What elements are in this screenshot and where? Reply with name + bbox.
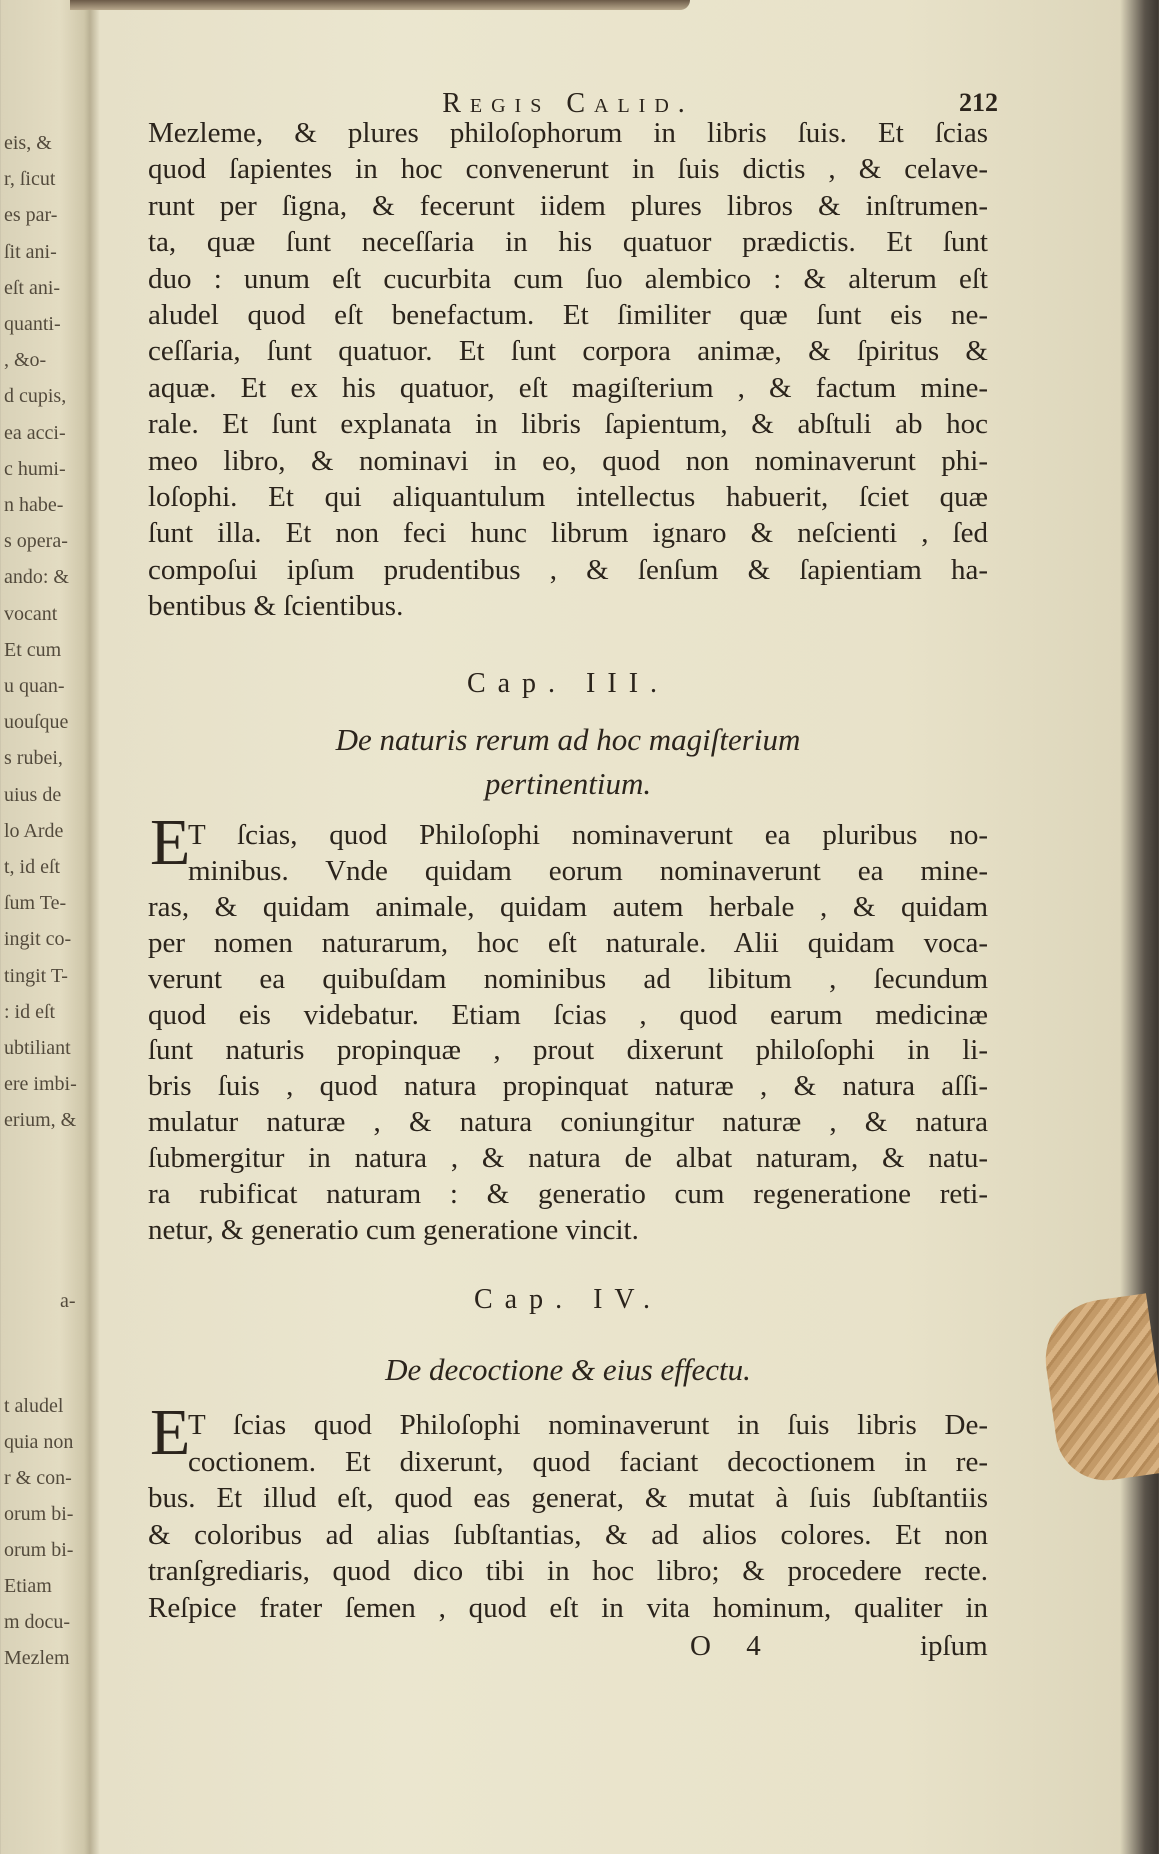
facing-page-fragment: d cupis, <box>4 385 67 408</box>
text-line: per nomen naturarum, hoc eſt naturale. Alii quidam voca- <box>148 926 988 959</box>
text-line: ta, quæ ſunt neceſſaria in his quatuor prædictis. Et ſunt <box>148 226 988 259</box>
text-line: ſunt naturis propinquæ , prout dixerunt philoſophi in li- <box>148 1034 988 1067</box>
facing-page-fragment: quia non <box>4 1431 74 1453</box>
facing-page-fragment: erium, & <box>4 1109 77 1132</box>
facing-page-fragment: : id eſt <box>4 1000 56 1023</box>
text-line: mulatur naturæ , & natura coniungitur naturæ , & natura <box>148 1106 988 1139</box>
facing-page-fragment: eſt ani- <box>4 276 61 299</box>
chapter-title: De naturis rerum ad hoc magiſterium <box>335 722 801 757</box>
facing-page-fragment: ere imbi- <box>4 1073 77 1096</box>
facing-page-fragment: m docu- <box>4 1611 71 1633</box>
facing-page-fragment: vocant <box>4 602 58 625</box>
text-line: quod ſapientes in hoc convenerunt in ſuis dictis , & celave- <box>148 153 988 186</box>
text-line: loſophi. Et qui aliquantulum intellectus habuerit, ſciet quæ <box>148 481 988 513</box>
text-line: verunt ea quibuſdam nominibus ad libitum , ſecundum <box>148 962 988 995</box>
wooden-book-support <box>1038 1293 1159 1486</box>
facing-page-fragment: eis, & <box>4 132 52 154</box>
facing-page-fragment: Et cum <box>4 638 62 661</box>
text-line: netur, & generatio cum generatione vincit. <box>148 1213 639 1246</box>
facing-page-fragment: a- <box>60 1290 76 1312</box>
facing-page-fragment: ingit co- <box>4 928 72 951</box>
text-line: aludel quod eſt benefactum. Et ſimiliter quæ ſunt eis ne- <box>148 299 988 331</box>
facing-page-fragment: uouſque <box>4 711 69 734</box>
facing-page-fragment: es par- <box>4 204 58 227</box>
facing-page-fragment: ea acci- <box>4 421 66 444</box>
text-line: minibus. Vnde quidam eorum nominaverunt ea mine- <box>188 854 988 887</box>
text-line: ſubmergitur in natura , & natura de albat naturam, & natu- <box>148 1142 988 1175</box>
page-top-edge <box>70 0 690 10</box>
facing-page-fragment: orum bi- <box>4 1539 74 1561</box>
facing-page-fragment: ando: & <box>4 566 69 589</box>
facing-page-fragment: Etiam <box>4 1575 52 1597</box>
facing-page-fragment: orum bi- <box>4 1503 74 1525</box>
facing-page-fragment: lo Arde <box>4 819 64 842</box>
text-line: bentibus & ſcientibus. <box>148 590 404 623</box>
text-line: coctionem. Et dixerunt, quod faciant decoctionem in re- <box>188 1445 988 1478</box>
drop-capital: E <box>150 1396 191 1469</box>
text-line: rale. Et ſunt explanata in libris ſapientum, & abſtuli ab hoc <box>148 408 988 441</box>
chapter-title: De decoctione & eius effectu. <box>385 1352 751 1387</box>
facing-page-fragment: , &o- <box>4 349 47 372</box>
signature-mark: O 4 <box>690 1630 775 1662</box>
text-line: Mezleme, & plures philoſophorum in libris ſuis. Et ſcias <box>148 117 988 149</box>
facing-page-fragment: Mezlem <box>4 1647 70 1669</box>
text-line: quod eis videbatur. Etiam ſcias , quod earum medicinæ <box>148 998 988 1031</box>
text-line: ſunt illa. Et non feci hunc librum ignaro & neſcienti , ſed <box>148 517 988 550</box>
facing-page-fragment: r, ſicut <box>4 168 56 191</box>
drop-capital: E <box>150 806 191 879</box>
text-line: aquæ. Et ex his quatuor, eſt magiſterium , & factum mine- <box>148 371 988 404</box>
text-line: bus. Et illud eſt, quod eas generat, & mutat à ſuis ſubſtantiis <box>148 1482 988 1514</box>
facing-page-fragment: ubtiliant <box>4 1037 71 1059</box>
facing-page-fragment: quanti- <box>4 313 61 335</box>
facing-page-fragment: t aludel <box>4 1395 64 1417</box>
catchword: ipſum <box>920 1630 988 1662</box>
text-line: tranſgrediaris, quod dico tibi in hoc libro; & procedere recte. <box>148 1555 988 1587</box>
text-line: bris ſuis , quod natura propinquat naturæ , & natura aſſi- <box>148 1070 988 1103</box>
text-line: T ſcias, quod Philoſophi nominaverunt ea pluribus no- <box>188 819 988 851</box>
facing-page-fragment: s opera- <box>4 530 68 553</box>
chapter-heading: Cap. IV. <box>473 1284 663 1315</box>
text-line: & coloribus ad alias ſubſtantias, & ad alios colores. Et non <box>148 1518 988 1551</box>
text-line: ra rubificat naturam : & generatio cum regeneratione reti- <box>148 1178 988 1210</box>
facing-page-fragment: ſit ani- <box>4 240 57 263</box>
facing-page-fragment: s rubei, <box>4 747 63 770</box>
chapter-title: pertinentium. <box>484 766 652 801</box>
text-line: Reſpice frater ſemen , quod eſt in vita hominum, qualiter in <box>148 1591 988 1624</box>
facing-page-fragment: c humi- <box>4 457 66 480</box>
text-line: T ſcias quod Philoſophi nominaverunt in ſuis libris De- <box>188 1409 988 1441</box>
text-line: ceſſaria, ſunt quatuor. Et ſunt corpora animæ, & ſpiritus & <box>148 335 988 368</box>
facing-page-fragment: t, id eſt <box>4 856 61 878</box>
text-line: duo : unum eſt cucurbita cum ſuo alembico : & alterum eſt <box>148 262 988 295</box>
facing-page-fragment: ſum Te- <box>4 892 67 915</box>
running-title: Regis Calid. <box>442 88 694 119</box>
text-line: compoſui ipſum prudentibus , & ſenſum & ſapientiam ha- <box>148 553 988 586</box>
text-line: runt per ſigna, & fecerunt iidem plures libros & inſtrumen- <box>148 189 988 222</box>
facing-page-fragment: uius de <box>4 783 62 806</box>
facing-page-fragment: r & con- <box>4 1467 72 1489</box>
chapter-heading: Cap. III. <box>466 668 670 699</box>
text-line: meo libro, & nominavi in eo, quod non nominaverunt phi- <box>148 444 988 477</box>
text-line: ras, & quidam animale, quidam autem herbale , & quidam <box>148 890 988 923</box>
page-number: 212 <box>959 88 998 117</box>
facing-page-fragment: n habe- <box>4 494 64 516</box>
facing-page-fragment: tingit T- <box>4 964 68 987</box>
facing-page-fragment: u quan- <box>4 675 65 697</box>
